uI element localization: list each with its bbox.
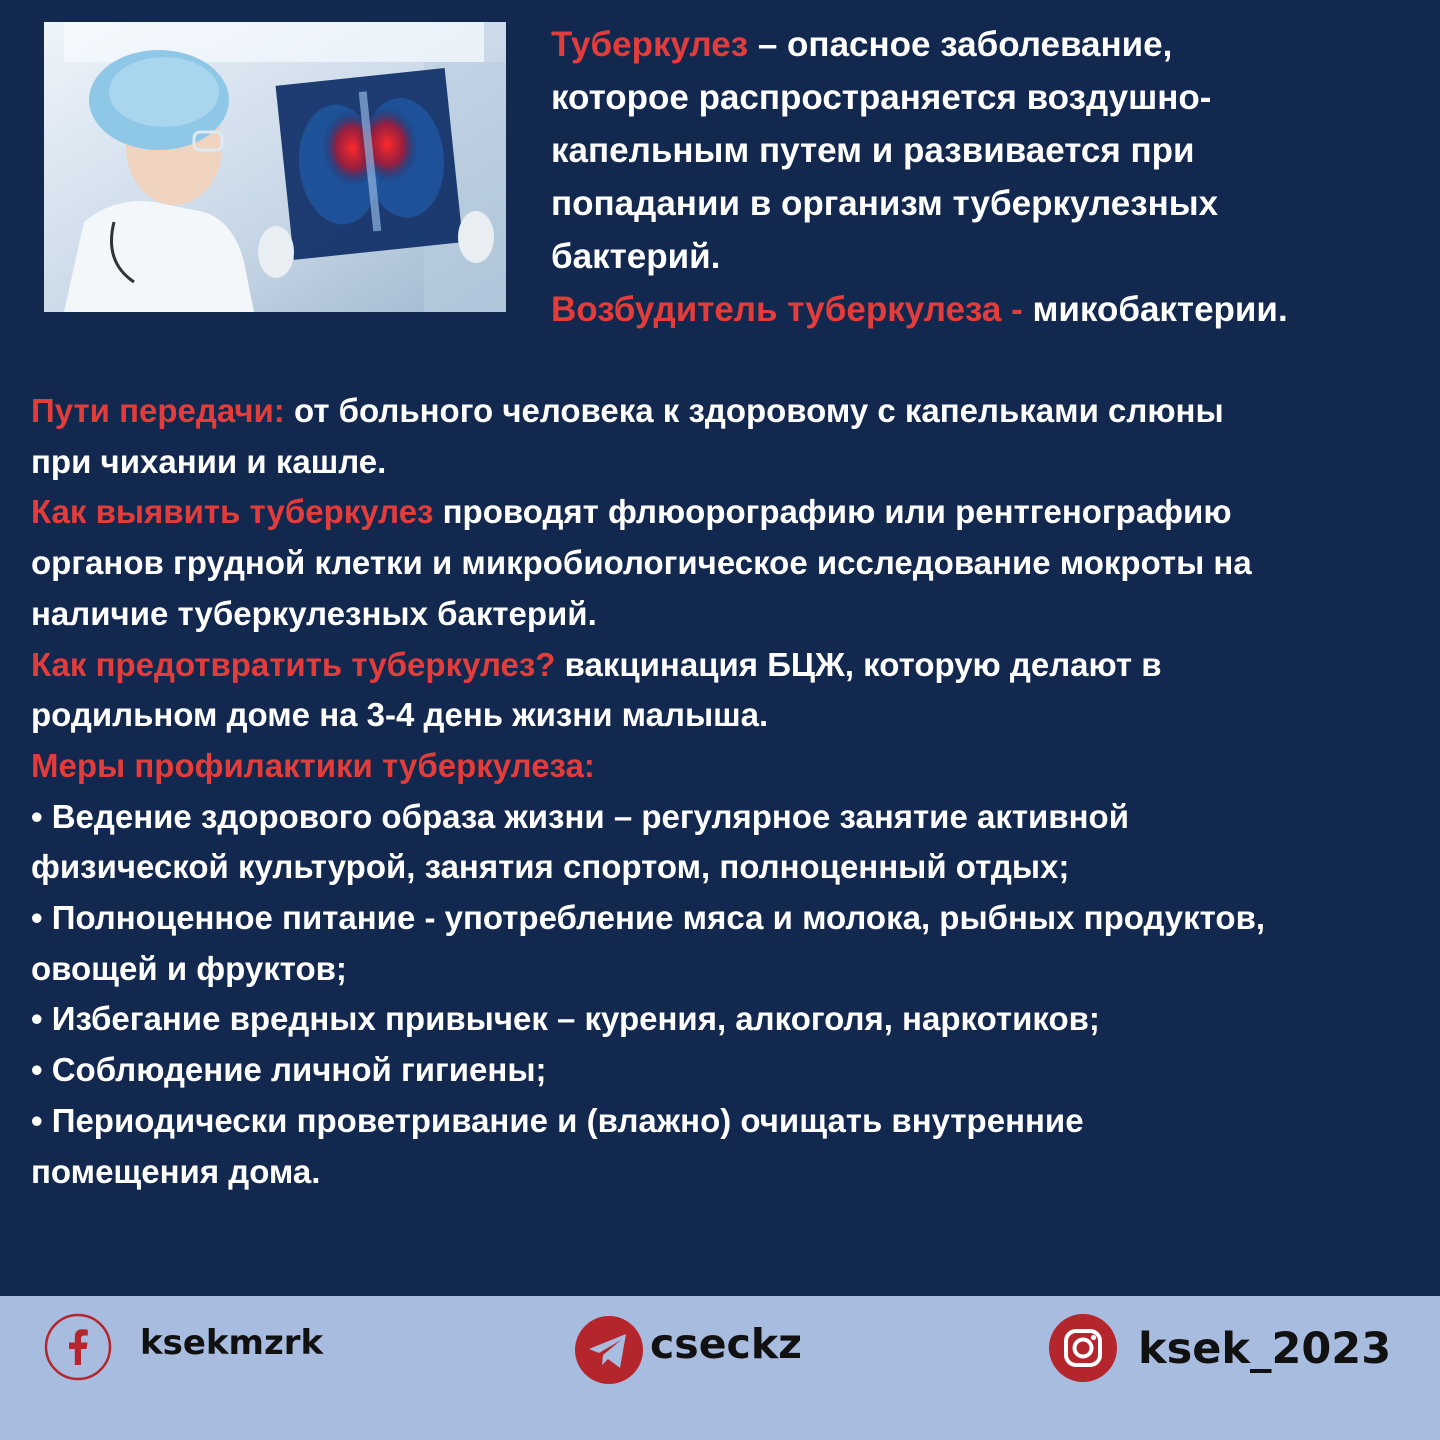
measures-line: • Избегание вредных привычек – курения, алкоголя, наркотиков;: [31, 1000, 1100, 1038]
intro-line-2: которое распространяется воздушно-: [551, 78, 1212, 117]
measures-line: • Полноценное питание - употребление мяса и молока, рыбных продуктов,: [31, 899, 1266, 937]
intro-line-1: [551, 18, 1411, 71]
instagram-link[interactable]: [1048, 1313, 1391, 1388]
intro-line-4: попадании в организм туберкулезных: [551, 184, 1219, 223]
detect-line-2: органов грудной клетки и микробиологическое исследование мокроты на: [31, 544, 1252, 582]
telegram-icon: [574, 1315, 644, 1390]
measures-line: • Периодически проветривание и (влажно) очищать внутренние: [31, 1101, 1084, 1139]
intro-text-1: – опасное заболевание,: [748, 25, 1173, 64]
prevent-text-1: вакцинация БЦЖ, которую делают в: [555, 645, 1162, 683]
agent-label: Возбудитель туберкулеза -: [551, 290, 1023, 329]
facebook-icon: [44, 1313, 112, 1386]
detect-label: Как выявить туберкулез: [31, 493, 434, 531]
prevent-line-2: родильном доме на 3-4 день жизни малыша.: [31, 696, 769, 734]
tb-term: Туберкулез: [551, 25, 749, 64]
transmission-text-1: от больного человека к здоровому с капельками слюны: [284, 392, 1224, 429]
instagram-handle: ksek_2023: [1138, 1323, 1392, 1374]
doctor-xray-photo: [44, 22, 506, 312]
detect-text-1: проводят флюорографию или рентгенографию: [433, 493, 1232, 531]
intro-paragraph: [551, 18, 1411, 336]
detect-line-1: [31, 487, 1426, 538]
agent-value: микобактерии.: [1022, 290, 1288, 329]
measures-label: Меры профилактики туберкулеза:: [31, 746, 595, 784]
info-body: [31, 386, 1426, 1197]
telegram-handle: cseckz: [650, 1319, 802, 1368]
measures-line: • Соблюдение личной гигиены;: [31, 1051, 547, 1089]
facebook-link[interactable]: [44, 1313, 323, 1386]
measures-line: • Ведение здорового образа жизни – регулярное занятие активной: [31, 797, 1129, 835]
intro-line-5: бактерий.: [551, 237, 721, 276]
facebook-handle: ksekmzrk: [140, 1322, 324, 1363]
transmission-line-2: при чихании и кашле.: [31, 442, 387, 480]
measures-line: овощей и фруктов;: [31, 949, 347, 987]
measures-line: физической культурой, занятия спортом, полноценный отдых;: [31, 848, 1070, 886]
intro-line-3: капельным путем и развивается при: [551, 131, 1195, 170]
prevent-label: Как предотвратить туберкулез?: [31, 645, 556, 683]
transmission-line-1: [31, 386, 1426, 437]
measures-line: помещения дома.: [31, 1152, 321, 1190]
agent-line: [551, 283, 1411, 336]
transmission-label: Пути передачи:: [31, 392, 285, 429]
detect-line-3: наличие туберкулезных бактерий.: [31, 594, 597, 632]
telegram-link[interactable]: [574, 1315, 802, 1390]
instagram-icon: [1048, 1313, 1118, 1388]
prevent-line-1: [31, 640, 1426, 691]
